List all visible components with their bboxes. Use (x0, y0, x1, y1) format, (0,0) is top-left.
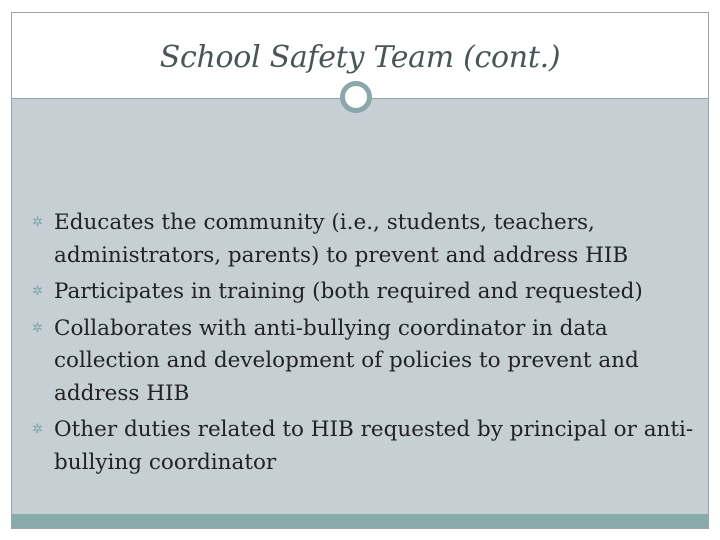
bullet-item (32, 414, 702, 479)
bullet-text: Educates the community (i.e., students, teachers, administrators, parents) to prevent and address HIB (54, 210, 629, 268)
bullet-icon: ✲ (32, 422, 43, 437)
bullet-icon: ✲ (32, 320, 43, 336)
bullet-item (32, 207, 702, 272)
bullet-item (32, 313, 702, 411)
bullet-text: Collaborates with anti-bullying coordinator in data collection and development of policies to prevent and address HIB (54, 315, 639, 406)
bullet-icon: ✲ (32, 215, 43, 230)
slide (11, 12, 709, 529)
bullet-list (32, 207, 702, 483)
bullet-icon: ✲ (32, 284, 43, 299)
bullet-text: Participates in training (both required and requested) (54, 279, 643, 304)
divider-circle-icon (340, 81, 372, 113)
bullet-item (32, 276, 702, 309)
footer-band (12, 514, 708, 528)
slide-title: School Safety Team (cont.) (159, 40, 561, 75)
content-area (12, 98, 708, 514)
bullet-text: Other duties related to HIB requested by principal or anti-bullying coordinator (54, 417, 694, 475)
